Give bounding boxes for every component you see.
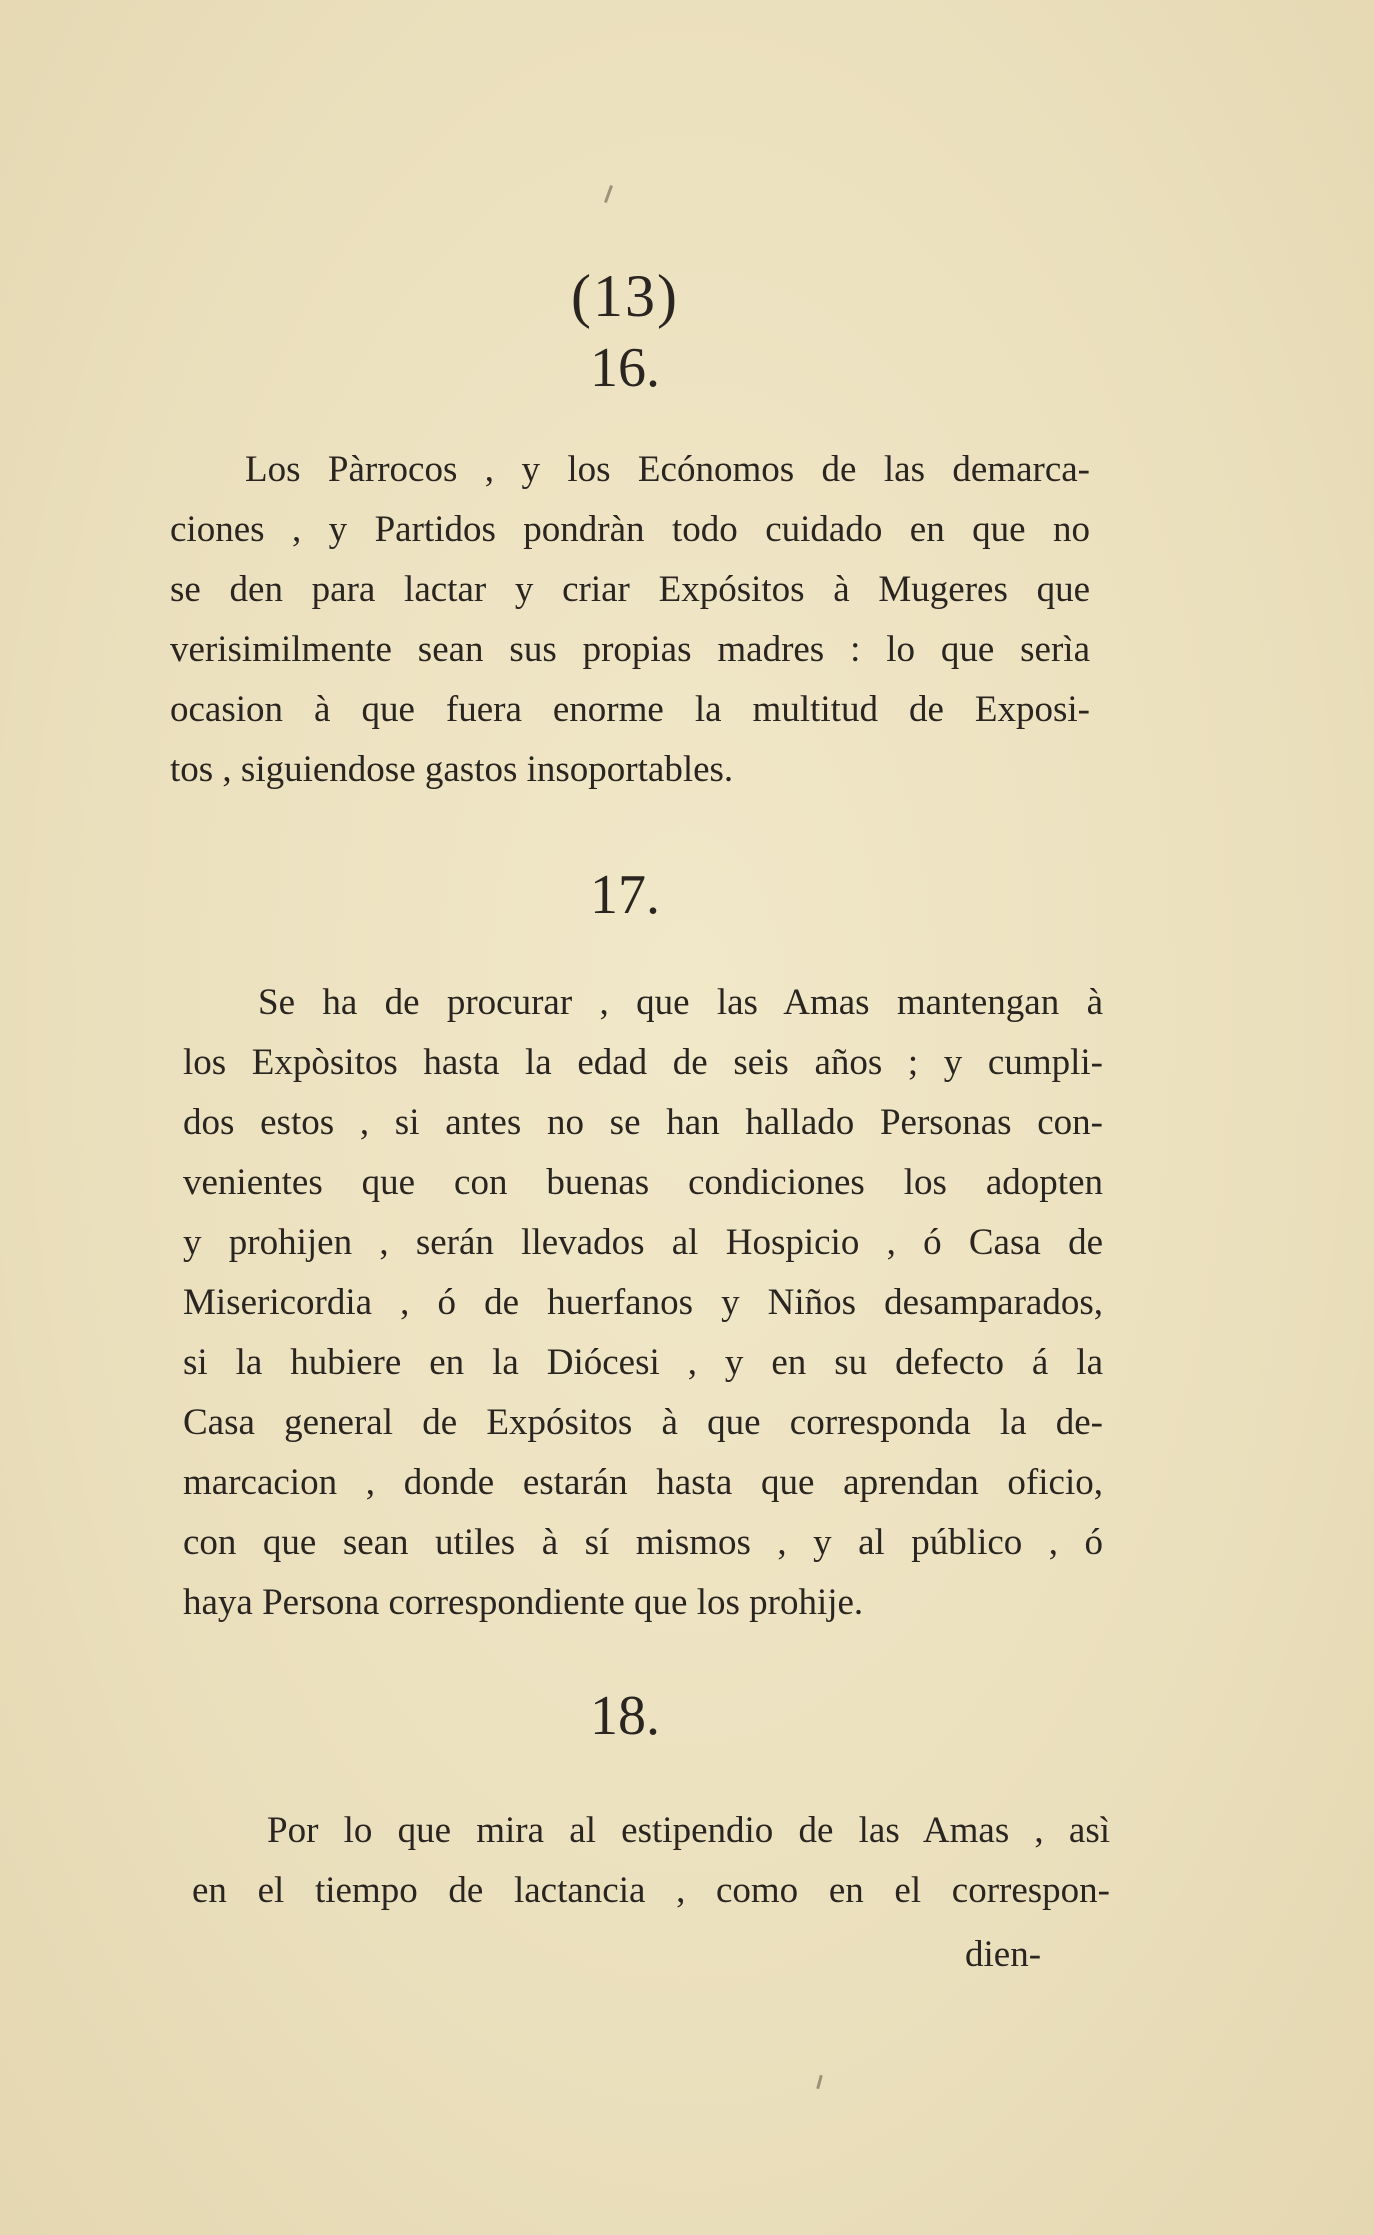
section-number-18: 18. bbox=[590, 1685, 660, 1747]
text-line: ciones , y Partidos pondràn todo cuidado en que no bbox=[170, 509, 1090, 550]
ink-speck bbox=[604, 185, 613, 203]
text-line: en el tiempo de lactancia , como en el correspon- bbox=[192, 1870, 1110, 1911]
paragraph-16 bbox=[170, 440, 1090, 800]
text-line: Por lo que mira al estipendio de las Amas , asì bbox=[267, 1810, 1110, 1851]
text-line: dos estos , si antes no se han hallado Personas con- bbox=[183, 1102, 1103, 1143]
catchword: dien- bbox=[965, 1934, 1042, 1975]
section-number-16: 16. bbox=[590, 337, 660, 399]
section-number-17: 17. bbox=[590, 864, 660, 926]
page-number: (13) bbox=[571, 263, 679, 329]
text-line: y prohijen , serán llevados al Hospicio , ó Casa de bbox=[183, 1222, 1103, 1263]
text-line: marcacion , donde estarán hasta que aprendan oficio, bbox=[183, 1462, 1103, 1503]
text-line: haya Persona correspondiente que los prohije. bbox=[183, 1582, 864, 1623]
paragraph-17 bbox=[183, 973, 1103, 1633]
paragraph-18 bbox=[192, 1801, 1110, 1921]
text-line: Misericordia , ó de huerfanos y Niños desamparados, bbox=[183, 1282, 1103, 1323]
text-line: verisimilmente sean sus propias madres : lo que serìa bbox=[170, 629, 1090, 670]
ink-speck bbox=[816, 2075, 823, 2089]
text-line: Casa general de Expósitos à que corresponda la de- bbox=[183, 1402, 1103, 1443]
text-line: Se ha de procurar , que las Amas mantengan à bbox=[258, 982, 1103, 1023]
text-line: tos , siguiendose gastos insoportables. bbox=[170, 749, 734, 790]
text-line: si la hubiere en la Diócesi , y en su defecto á la bbox=[183, 1342, 1103, 1383]
text-line: ocasion à que fuera enorme la multitud de Exposi- bbox=[170, 689, 1090, 730]
text-line: se den para lactar y criar Expósitos à Mugeres que bbox=[170, 569, 1090, 610]
text-line: con que sean utiles à sí mismos , y al público , ó bbox=[183, 1522, 1103, 1563]
text-line: los Expòsitos hasta la edad de seis años ; y cumpli- bbox=[183, 1042, 1103, 1083]
text-line: Los Pàrrocos , y los Ecónomos de las demarca- bbox=[245, 449, 1090, 490]
text-line: venientes que con buenas condiciones los adopten bbox=[183, 1162, 1103, 1203]
